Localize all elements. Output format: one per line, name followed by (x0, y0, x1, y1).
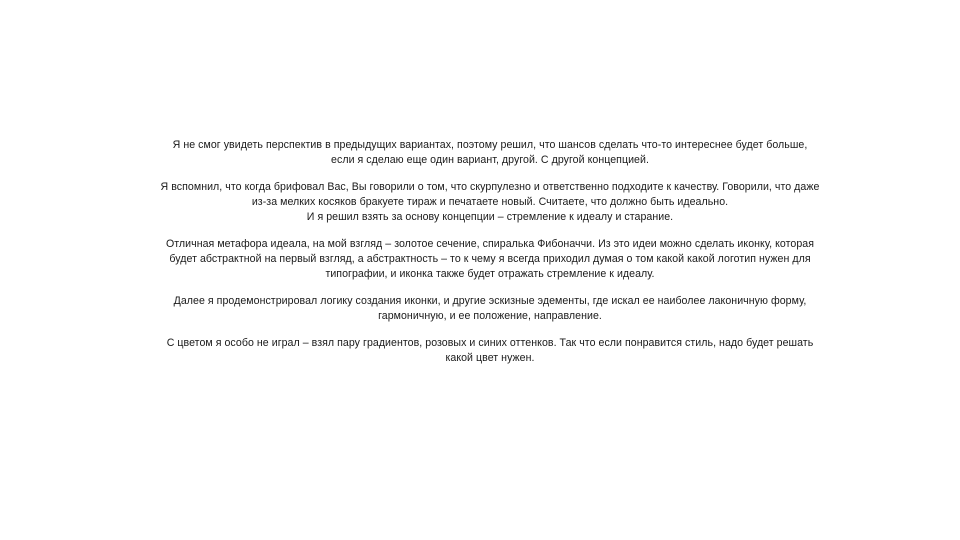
text-line: какой цвет нужен. (445, 352, 535, 364)
text-line: гармоничную, и ее положение, направление. (378, 310, 602, 322)
text-line: Я не смог увидеть перспектив в предыдущих вариантах, поэтому решил, что шансов сделать что-то интереснее будет больше, (172, 139, 808, 151)
text-line: если я сделаю еще один вариант, другой. С другой концепцией. (331, 154, 649, 166)
text-line: будет абстрактной на первый взгляд, а абстрактность – то к чему я всегда приходил думая о том какой какой логотип нужен для (169, 253, 811, 265)
text-line: типографии, и иконка также будет отражать стремление к идеалу. (325, 268, 655, 280)
text-line: Далее я продемонстрировал логику создания иконки, и другие эскизные эдементы, где искал ее наиболее лаконичную форму, (173, 295, 807, 307)
text-line: Отличная метафора идеала, на мой взгляд – золотое сечение, спиралька Фибоначчи. Из это идеи можно сделать иконку, которая (165, 238, 815, 250)
text-line: из-за мелких косяков бракуете тираж и печатаете новый. Считаете, что должно быть идеально. (251, 196, 729, 208)
text-block (110, 138, 870, 378)
paragraph-color (110, 336, 870, 366)
paragraph-perspectives (110, 138, 870, 168)
paragraph-briefing (110, 180, 870, 225)
text-line: Я вспомнил, что когда брифовал Вас, Вы говорили о том, что скурпулезно и ответственно подходите к качеству. Говорили, что даже (160, 181, 820, 193)
text-line: С цветом я особо не играл – взял пару градиентов, розовых и синих оттенков. Так что если понравится стиль, надо будет решать (166, 337, 814, 349)
paragraph-metaphor (110, 237, 870, 282)
text-line: И я решил взять за основу концепции – стремление к идеалу и старание. (306, 211, 674, 223)
paragraph-icon-logic (110, 294, 870, 324)
